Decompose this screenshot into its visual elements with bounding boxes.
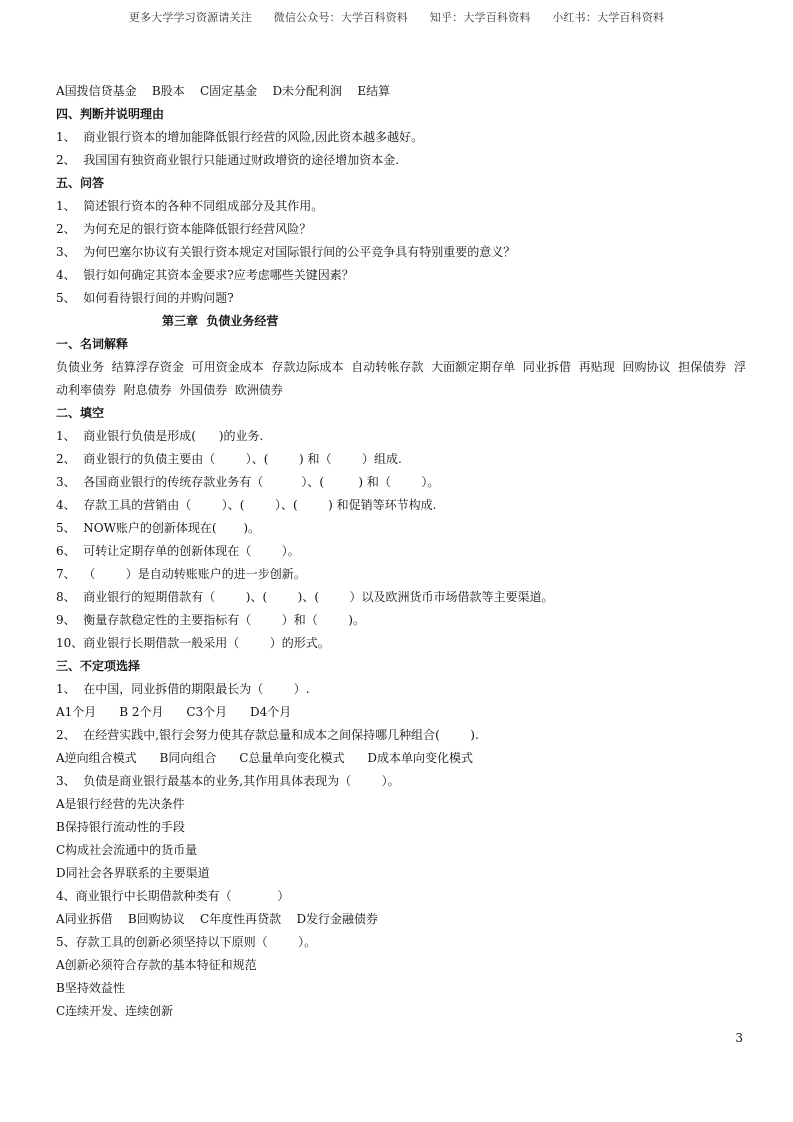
text-line: 6、 可转让定期存单的创新体现在（ ）。 (56, 544, 300, 558)
top-section (56, 80, 746, 356)
text-line: B坚持效益性 (56, 981, 125, 995)
document-body (56, 80, 746, 1023)
text-line: 10、商业银行长期借款一般采用（ ）的形式。 (56, 636, 330, 650)
text-line: A是银行经营的先决条件 (56, 797, 185, 811)
text-line: 2、 为何充足的银行资本能降低银行经营风险？ (56, 222, 312, 236)
section-heading: 一、名词解释 (56, 337, 129, 351)
text-line: 1、 在中国，同业拆借的期限最长为（ ）. (56, 682, 310, 696)
text-line: 5、存款工具的创新必须坚持以下原则（ ）。 (56, 935, 317, 949)
text-line: C构成社会流通中的货币量 (56, 843, 198, 857)
text-line: 4、 存款工具的营销由（ ）、( ）、( ) 和促销等环节构成. (56, 498, 437, 512)
text-line: 2、 我国国有独资商业银行只能通过财政增资的途径增加资本金. (56, 153, 400, 167)
text-line: A创新必须符合存款的基本特征和规范 (56, 958, 257, 972)
text-line: 9、 衡量存款稳定性的主要指标有（ ）和（ )。 (56, 613, 365, 627)
text-line: D同社会各界联系的主要渠道 (56, 866, 210, 880)
text-line: 5、 NOW账户的创新体现在( )。 (56, 521, 261, 535)
chapter-title: 第三章 负债业务经营 (162, 314, 279, 328)
text-line: 1、 商业银行负债是形成( )的业务. (56, 429, 264, 443)
text-line: 4、商业银行中长期借款种类有（ ） (56, 889, 290, 903)
text-line: 7、 （ ）是自动转账账户的进一步创新。 (56, 567, 306, 581)
text-line: A逆向组合模式 B同向组合 C总量单向变化模式 D成本单向变化模式 (56, 751, 473, 765)
section-heading: 四、判断并说明理由 (56, 107, 165, 121)
text-line: C连续开发、连续创新 (56, 1004, 174, 1018)
text-line: 5、 如何看待银行间的并购问题? (56, 291, 234, 305)
page-header: 更多大学学习资源请关注 微信公众号：大学百科资料 知乎：大学百科资料 小红书：大学百科资料 (128, 11, 665, 24)
glossary-terms: 负债业务 结算浮存资金 可用资金成本 存款边际成本 自动转帐存款 大面额定期存单 同业拆借 再贴现 回购协议 担保债券 浮动利率债券 附息债券 外国债券 欧洲债券 (56, 360, 746, 397)
text-line: A1个月 B 2个月 C3个月 D4个月 (56, 705, 292, 719)
text-line: 1、 简述银行资本的各种不同组成部分及其作用。 (56, 199, 324, 213)
text-line: A同业拆借 B回购协议 C年度性再贷款 D发行金融债券 (56, 912, 379, 926)
text-line: 2、 在经营实践中,银行会努力使其存款总量和成本之间保持哪几种组合( ). (56, 728, 479, 742)
page-number: 3 (735, 1031, 743, 1045)
section-heading: 五、问答 (56, 176, 105, 190)
text-line: 2、 商业银行的负债主要由（ ）、( ) 和（ ）组成. (56, 452, 402, 466)
bottom-section (56, 402, 746, 1023)
section-heading: 三、不定项选择 (56, 659, 141, 673)
text-line: A国拨信贷基金 B股本 C固定基金 D未分配利润 E结算 (56, 84, 391, 98)
text-line: 3、 各国商业银行的传统存款业务有（ ）、( ) 和（ ）。 (56, 475, 440, 489)
text-line: 3、 为何巴塞尔协议有关银行资本规定对国际银行间的公平竞争具有特别重要的意义？ (56, 245, 516, 259)
text-line: 8、 商业银行的短期借款有（ )、( )、( ）以及欧洲货币市场借款等主要渠道。 (56, 590, 554, 604)
text-line: 4、 银行如何确定其资本金要求?应考虑哪些关键因素？ (56, 268, 354, 282)
section-heading: 二、填空 (56, 406, 105, 420)
text-line: B保持银行流动性的手段 (56, 820, 185, 834)
text-line: 3、 负债是商业银行最基本的业务,其作用具体表现为（ ）。 (56, 774, 400, 788)
text-line: 1、 商业银行资本的增加能降低银行经营的风险,因此资本越多越好。 (56, 130, 424, 144)
